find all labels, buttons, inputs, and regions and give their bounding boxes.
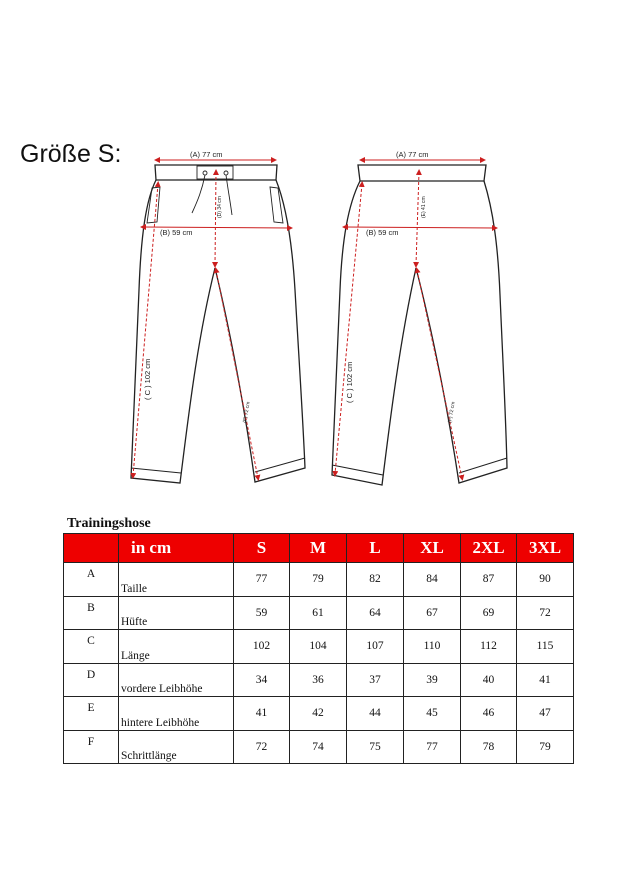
size-heading: Größe S: [20,140,122,168]
row-value: 59 [234,596,290,630]
row-value: 74 [290,730,347,764]
back-view [332,150,507,485]
row-value: 115 [517,630,574,664]
back-waistband [358,165,486,181]
row-value: 75 [347,730,404,764]
row-code: B [64,596,119,630]
header-size-xl: XL [404,534,461,563]
row-value: 107 [347,630,404,664]
row-name: Taille [119,563,234,597]
back-waist-label: (A) 77 cm [396,150,429,159]
back-hip-label: (B) 59 cm [366,228,399,237]
row-value: 87 [461,563,517,597]
row-name: Hüfte [119,596,234,630]
front-waist-label: (A) 77 cm [190,150,223,159]
row-value: 45 [404,697,461,731]
row-value: 64 [347,596,404,630]
table-title: Trainingshose [67,516,151,531]
front-right-pocket [270,187,283,223]
header-size-3xl: 3XL [517,534,574,563]
row-value: 104 [290,630,347,664]
row-value: 79 [517,730,574,764]
row-value: 112 [461,630,517,664]
row-code: A [64,563,119,597]
front-left-outline [131,180,215,483]
row-value: 39 [404,663,461,697]
table-row [64,596,574,630]
front-inseam-label: (F) 72 cm [242,401,252,424]
size-table [63,533,574,764]
header-size-m: M [290,534,347,563]
front-rise-label: (D) 34 cm [217,196,223,218]
row-code: C [64,630,119,664]
back-rise-label: (E) 41 cm [421,196,427,218]
row-value: 46 [461,697,517,731]
row-value: 77 [234,563,290,597]
row-value: 79 [290,563,347,597]
row-value: 37 [347,663,404,697]
table-row [64,730,574,764]
header-size-l: L [347,534,404,563]
table-row [64,663,574,697]
row-name: Länge [119,630,234,664]
table-row [64,630,574,664]
row-value: 41 [234,697,290,731]
table-row [64,697,574,731]
back-left-outline [332,181,416,485]
row-value: 69 [461,596,517,630]
row-value: 34 [234,663,290,697]
row-value: 90 [517,563,574,597]
table-row [64,563,574,597]
table-header-row [64,534,574,563]
front-drawstring [192,175,232,215]
header-unit: in cm [119,534,234,563]
header-size-s: S [234,534,290,563]
back-right-outline [416,181,507,483]
row-code: E [64,697,119,731]
row-value: 72 [517,596,574,630]
front-length-label: ( C ) 102 cm [143,358,152,400]
row-name: hintere Leibhöhe [119,697,234,731]
row-value: 84 [404,563,461,597]
row-value: 72 [234,730,290,764]
row-code: D [64,663,119,697]
row-value: 78 [461,730,517,764]
row-value: 36 [290,663,347,697]
front-left-pocket [147,187,160,223]
row-value: 42 [290,697,347,731]
back-inseam-label: (F) 72 cm [447,401,457,424]
front-view [131,150,305,483]
front-hip-label: (B) 59 cm [160,228,193,237]
header-code-cell [64,534,119,563]
row-value: 40 [461,663,517,697]
header-size-2xl: 2XL [461,534,517,563]
row-value: 82 [347,563,404,597]
row-value: 67 [404,596,461,630]
row-value: 77 [404,730,461,764]
row-name: vordere Leibhöhe [119,663,234,697]
row-value: 47 [517,697,574,731]
row-value: 110 [404,630,461,664]
row-name: Schrittlänge [119,730,234,764]
row-value: 44 [347,697,404,731]
row-code: F [64,730,119,764]
row-value: 102 [234,630,290,664]
back-length-label: ( C ) 102 cm [345,361,354,403]
row-value: 41 [517,663,574,697]
row-value: 61 [290,596,347,630]
